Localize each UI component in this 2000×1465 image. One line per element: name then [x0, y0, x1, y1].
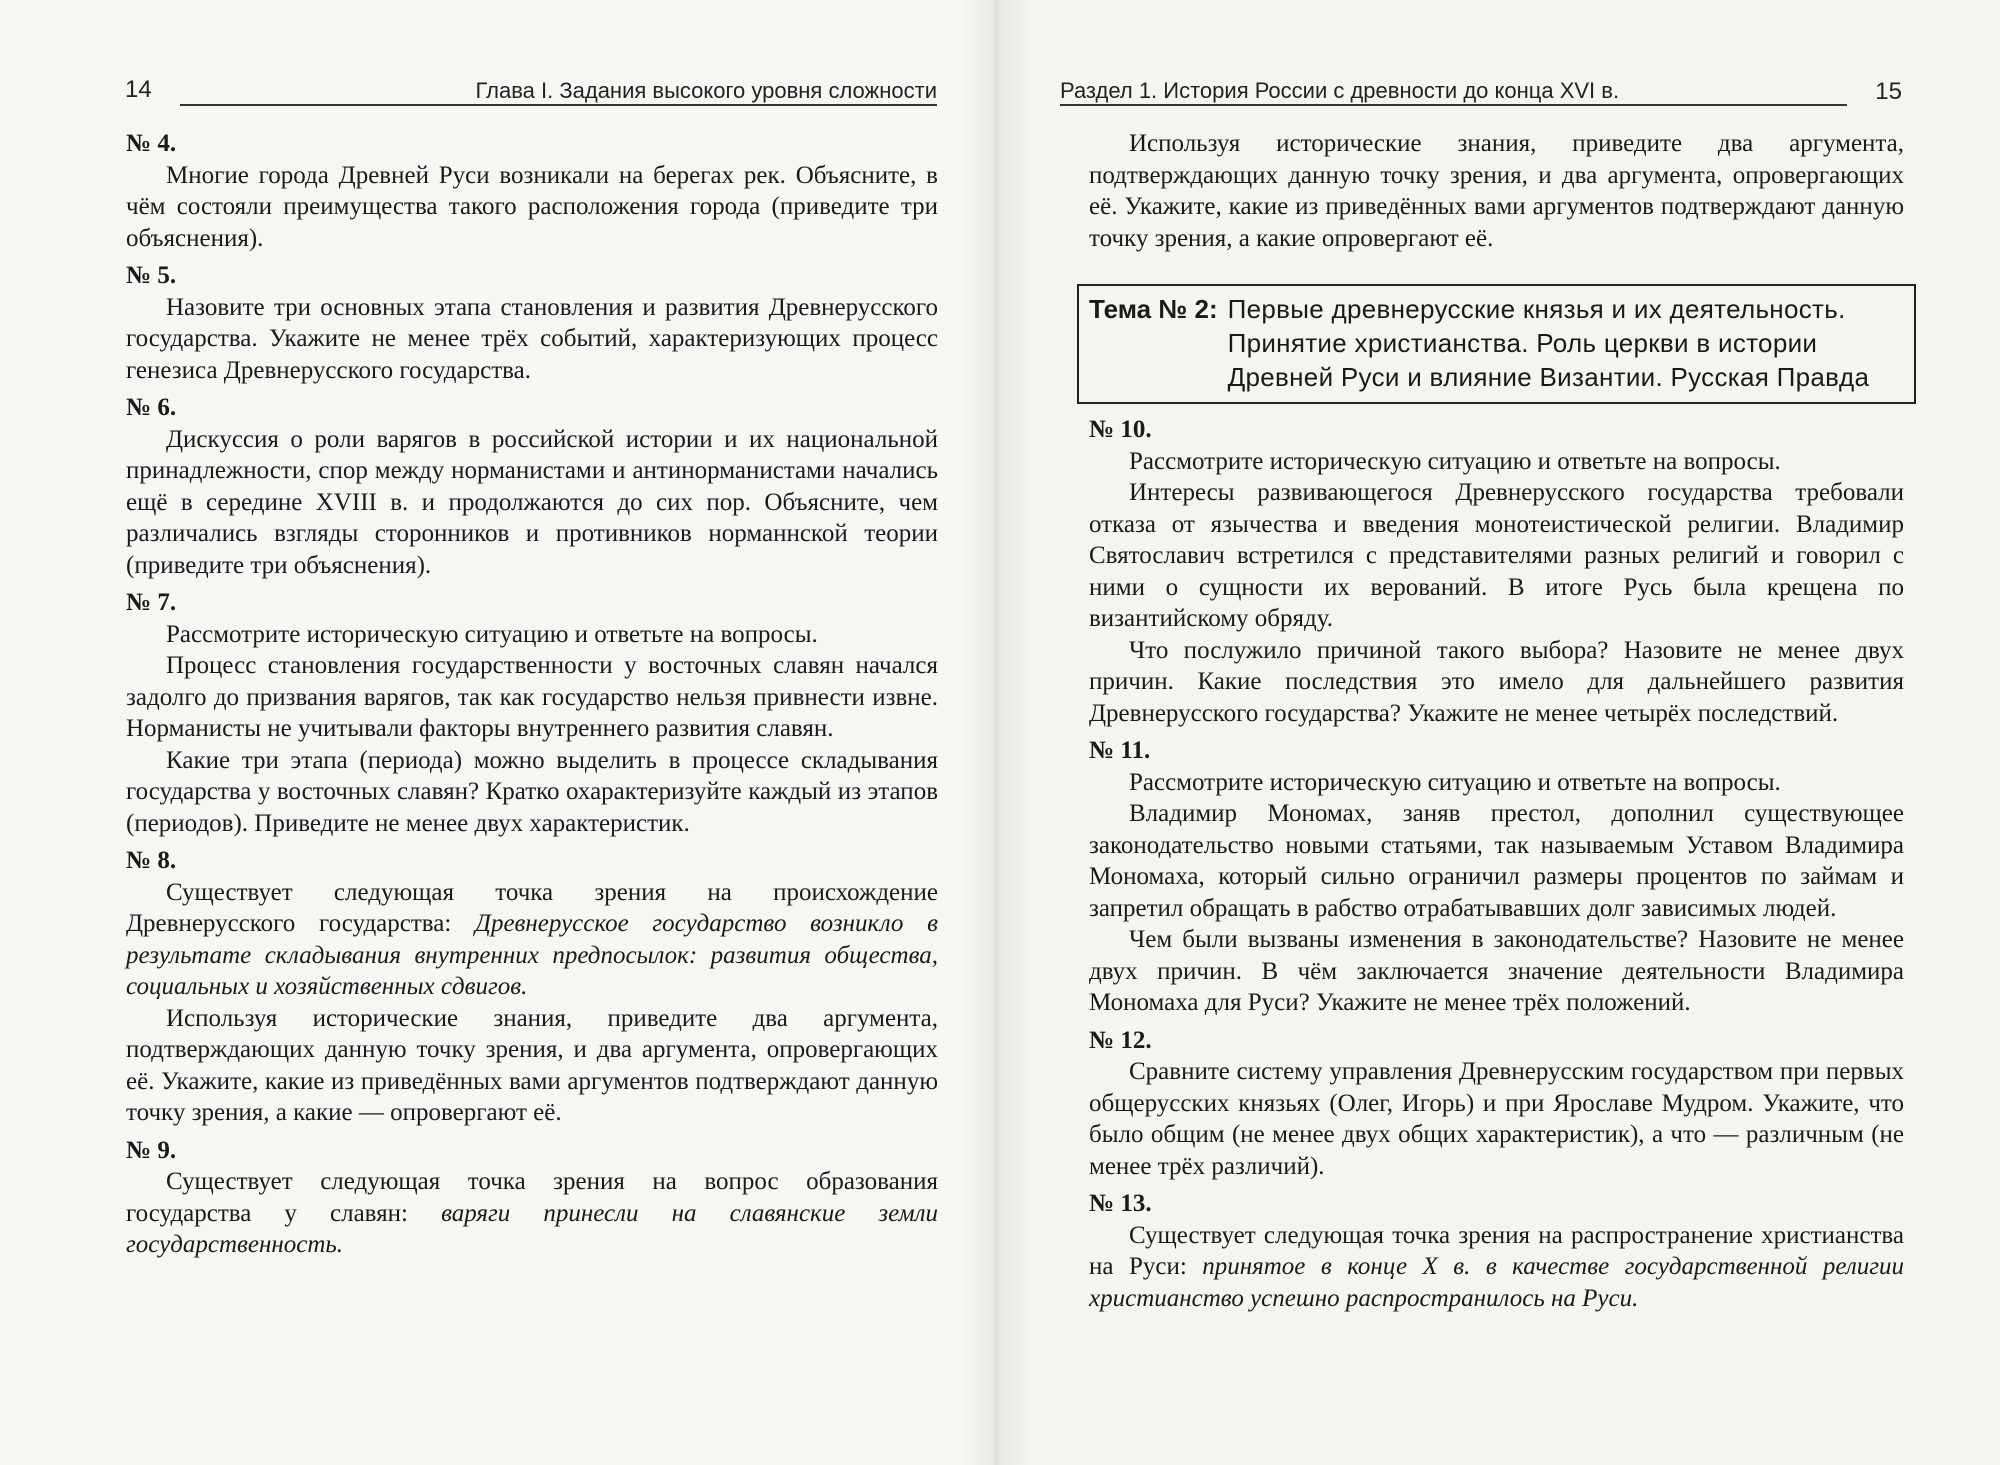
viewpoint-quote: принятое в конце X в. в качестве государственной религии христианство успешно распространилось на Руси.: [1089, 1253, 1904, 1312]
viewpoint-quote: варяги принесли на славянские земли государственность.: [126, 1199, 938, 1258]
book-gutter-shadow: [962, 0, 1032, 1465]
task-4: [126, 128, 938, 254]
viewpoint-lead: Существует следующая точка зрения на распространение христианства на Руси:: [1089, 1221, 1904, 1280]
task-8: [126, 845, 938, 1129]
theme-title: [1228, 292, 1870, 394]
running-title: Раздел 1. История России с древности до конца XVI в.: [1060, 78, 1620, 103]
task-number: № 7.: [126, 589, 177, 616]
theme-title-line: Древней Руси и влияние Византии. Русская Правда: [1227, 362, 1870, 392]
page-number: 15: [1875, 78, 1902, 105]
right-page-content: [1089, 128, 1904, 1320]
task-12: [1089, 1025, 1904, 1183]
theme-heading-box: [1077, 284, 1916, 404]
task-6: [126, 392, 938, 581]
task-text: [1089, 1220, 1904, 1315]
task-number: № 12.: [1089, 1026, 1152, 1054]
task-text: Рассмотрите историческую ситуацию и ответьте на вопросы.: [166, 620, 818, 648]
theme-title-line: Первые древнерусские князья и их деятельность.: [1227, 294, 1846, 324]
task-7: [126, 587, 938, 839]
left-page: [0, 0, 992, 1465]
task-number: № 10.: [1089, 416, 1152, 443]
task-9-continuation: Используя исторические знания, приведите два аргумента, подтверждающих данную точку зрения, и два аргумента, опровергающих её. Укажите, какие из приведённых вами аргументов подтверждают данную точку зрения, а какие опровергают её.: [1089, 130, 1904, 252]
task-13: [1089, 1188, 1904, 1314]
task-text: [126, 1166, 938, 1261]
viewpoint-lead: Существует следующая точка зрения на вопрос образования государства у славян:: [126, 1168, 938, 1227]
viewpoint-quote: Древнерусское государство возникло в результате складывания внутренних предпосылок: развития общества, социальных и хозяйственных сдвигов.: [126, 910, 938, 1000]
running-title: Глава I. Задания высокого уровня сложности: [475, 78, 937, 103]
task-text: Используя исторические знания, приведите два аргумента, подтверждающих данную точку зрения, и два аргумента, опровергающих её. Укажите, какие из приведённых вами аргументов подтверждают данную точку зрения, а какие — опровергают её.: [126, 1004, 938, 1126]
task-text: Рассмотрите историческую ситуацию и ответьте на вопросы.: [1129, 768, 1781, 796]
left-page-header: [125, 70, 937, 110]
theme-label: Тема № 2:: [1089, 294, 1218, 324]
task-text: [126, 877, 938, 1003]
left-page-content: [126, 128, 938, 1267]
task-number: № 8.: [126, 847, 177, 874]
task-number: № 6.: [126, 394, 177, 421]
task-text: Сравните систему управления Древнерусским государством при первых общерусских князьях (Олег, Игорь) и при Ярославе Мудром. Укажите, что было общим (не менее двух общих характеристик), а что — различным (не менее трёх различий).: [1089, 1058, 1904, 1180]
task-10: [1089, 414, 1904, 729]
task-text: Назовите три основных этапа становления и развития Древнерусского государства. Укажите не менее трёх событий, характеризующих процесс генезиса Древнерусского государства.: [126, 293, 938, 384]
task-text: Владимир Мономах, заняв престол, дополнил существующее законодательство новыми статьями, так называемым Уставом Владимира Мономаха, который сильно ограничил размеры процентов по займам и запретил обращать в рабство отрабатывавших долг зависимых людей.: [1089, 800, 1904, 922]
task-text: Рассмотрите историческую ситуацию и ответьте на вопросы.: [1129, 447, 1781, 475]
task-text: Чем были вызваны изменения в законодательстве? Назовите не менее двух причин. В чём заключается значение деятельности Владимира Мономаха для Руси? Укажите не менее трёх положений.: [1089, 926, 1904, 1016]
task-number: № 13.: [1089, 1190, 1152, 1217]
task-number: № 4.: [126, 130, 177, 157]
task-text: Многие города Древней Руси возникали на берегах рек. Объясните, в чём состояли преимущества такого расположения города (приведите три объяснения).: [126, 161, 938, 252]
task-number: № 11.: [1089, 737, 1151, 764]
task-9: [126, 1135, 938, 1261]
task-text: Интересы развивающегося Древнерусского государства требовали отказа от язычества и введения монотеистической религии. Владимир Святославич встретился с представителями разных религий и говорил с ними о сущности их верований. В итоге Русь была крещена по византийскому обряду.: [1089, 479, 1904, 632]
page-number: 14: [125, 76, 152, 103]
task-number: № 5.: [126, 262, 177, 289]
header-rule: [1060, 104, 1847, 106]
right-page-header: [1060, 70, 1902, 110]
task-number: № 9.: [126, 1136, 177, 1164]
task-text: Процесс становления государственности у восточных славян начался задолго до призвания варягов, так как государство нельзя привнести извне. Норманисты не учитывали факторы внутреннего развития славян.: [126, 652, 938, 742]
task-text: Дискуссия о роли варягов в российской истории и их национальной принадлежности, спор между норманистами и антинорманистами начались ещё в середине XVIII в. и продолжаются до сих пор. Объясните, чем различались взгляды сторонников и противников норманнской теории (приведите три объяснения).: [126, 425, 938, 579]
theme-title-line: Принятие христианства. Роль церкви в истории: [1227, 328, 1818, 358]
task-11: [1089, 735, 1904, 1019]
task-5: [126, 260, 938, 386]
right-page: [992, 0, 2000, 1465]
task-text: Какие три этапа (периода) можно выделить в процессе складывания государства у восточных славян? Кратко охарактеризуйте каждый из этапов (периодов). Приведите не менее двух характеристик.: [126, 746, 938, 837]
header-rule: [180, 104, 937, 106]
viewpoint-lead: Существует следующая точка зрения на происхождение Древнерусского государства:: [126, 878, 938, 937]
task-text: Что послужило причиной такого выбора? Назовите не менее двух причин. Какие последствия это имело для дальнейшего развития Древнерусского государства? Укажите не менее четырёх последствий.: [1089, 636, 1904, 727]
